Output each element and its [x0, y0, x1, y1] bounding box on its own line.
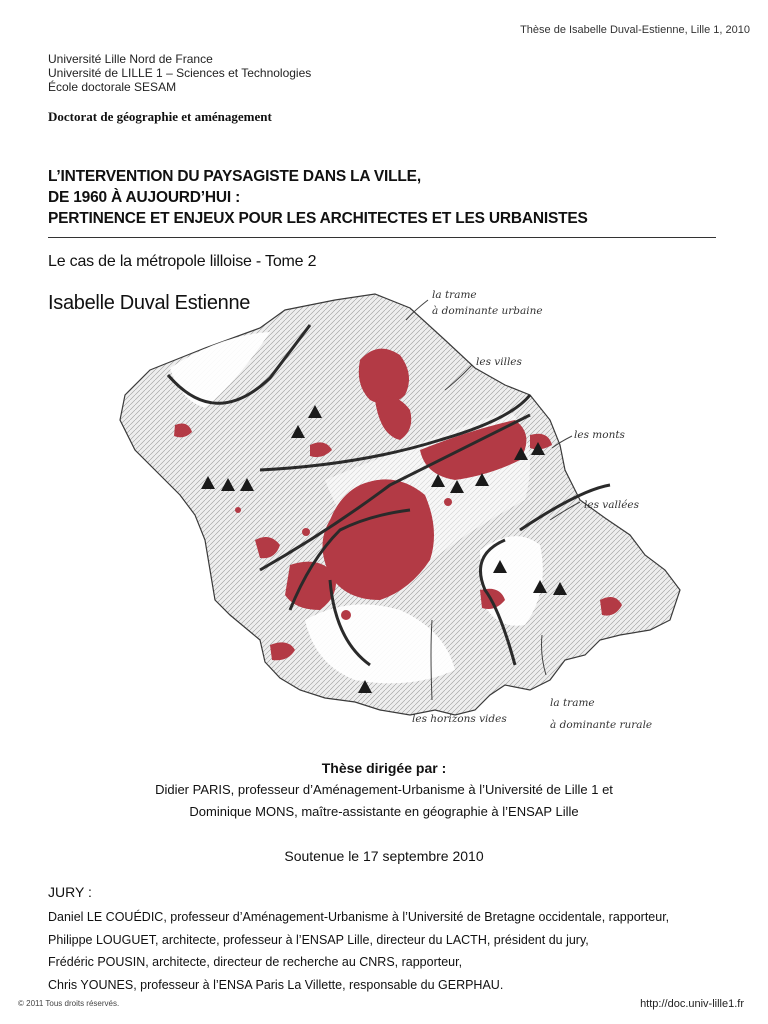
institution-line: Université Lille Nord de France: [48, 52, 213, 66]
thesis-title: [48, 166, 588, 229]
institution-line: École doctorale SESAM: [48, 80, 177, 94]
jury-heading: JURY :: [48, 884, 92, 900]
institution-line: Université de LILLE 1 – Sciences et Technologies: [48, 66, 312, 80]
annotation-hills: les monts: [574, 429, 625, 441]
supervisor-line: Dominique MONS, maître-assistante en géographie à l’ENSAP Lille: [189, 804, 579, 819]
jury-member: Philippe LOUGUET, architecte, professeur à l’ENSAP Lille, directeur du LACTH, président du jury,: [48, 932, 589, 947]
annotation-horizons: les horizons vides: [412, 713, 507, 725]
annotation-cities: les villes: [476, 356, 522, 368]
defense-date: Soutenue le 17 septembre 2010: [284, 848, 484, 864]
footer-url[interactable]: http://doc.univ-lille1.fr: [640, 998, 744, 1010]
thesis-subtitle: Le cas de la métropole lilloise - Tome 2: [48, 253, 317, 270]
annotation-rural-fabric: la trame: [550, 697, 595, 709]
title-divider: [48, 237, 716, 238]
title-line: L’INTERVENTION DU PAYSAGISTE DANS LA VILLE,: [48, 168, 421, 185]
annotation-urban-fabric: à dominante urbaine: [432, 305, 543, 317]
annotation-rural-fabric: à dominante rurale: [550, 719, 653, 731]
rights-notice: © 2011 Tous droits réservés.: [18, 999, 120, 1008]
title-line: PERTINENCE ET ENJEUX POUR LES ARCHITECTES ET LES URBANISTES: [48, 210, 588, 227]
title-line: DE 1960 À AUJOURD’HUI :: [48, 189, 241, 206]
institution-block: [48, 52, 311, 94]
jury-member: Chris YOUNES, professeur à l’ENSA Paris La Villette, responsable du GERPHAU.: [48, 977, 504, 992]
jury-member: Daniel LE COUÉDIC, professeur d’Aménagement-Urbanisme à l’Université de Bretagne occidentale, rapporteur,: [48, 910, 670, 924]
landscape-map: [110, 270, 690, 740]
annotation-valleys: les vallées: [584, 499, 640, 511]
header-citation: Thèse de Isabelle Duval-Estienne, Lille 1, 2010: [520, 24, 750, 36]
supervision-heading: Thèse dirigée par :: [321, 760, 447, 776]
supervisor-line: Didier PARIS, professeur d’Aménagement-Urbanisme à l’Université de Lille 1 et: [155, 782, 613, 797]
doctorate-label: Doctorat de géographie et aménagement: [48, 109, 272, 124]
author-name: Isabelle Duval Estienne: [48, 292, 251, 314]
jury-list: [48, 906, 669, 996]
jury-member: Frédéric POUSIN, architecte, directeur de recherche au CNRS, rapporteur,: [48, 955, 463, 969]
annotation-urban-fabric: la trame: [432, 289, 477, 301]
